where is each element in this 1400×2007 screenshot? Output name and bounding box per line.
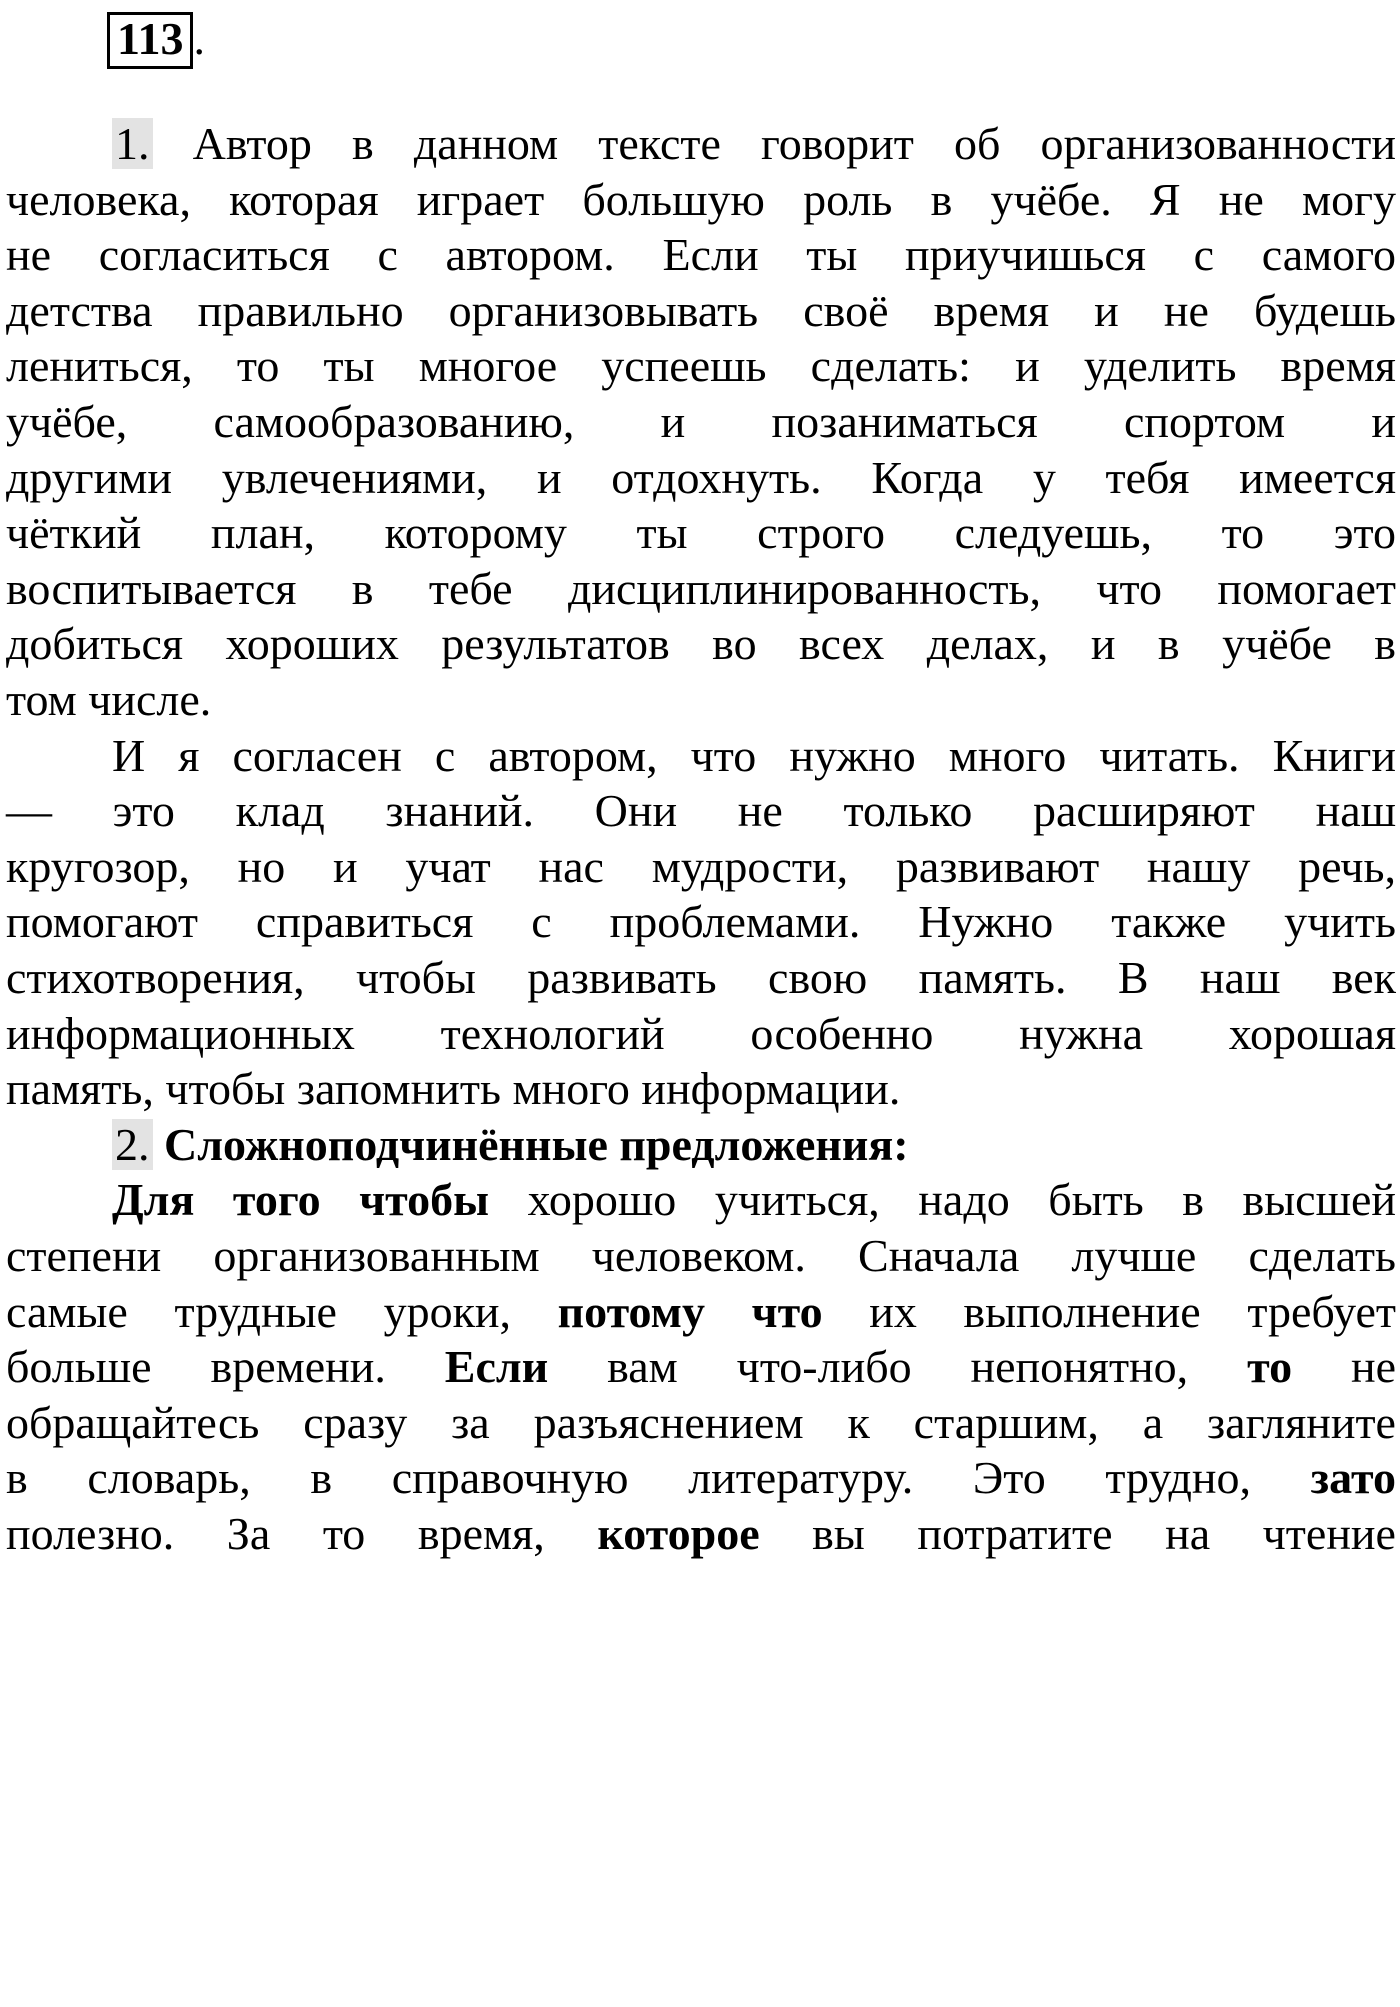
text-line xyxy=(6,394,1396,450)
text-line xyxy=(6,505,1396,561)
text-segment xyxy=(153,1119,165,1170)
text-segment: полезно. За то время, xyxy=(6,1508,598,1559)
text-line-content xyxy=(6,450,1396,506)
text-line-content xyxy=(6,394,1396,450)
text-segment: кругозор, но и учат нас мудрости, развивают нашу речь, xyxy=(6,841,1396,892)
text-line xyxy=(6,172,1396,228)
text-line xyxy=(6,116,1396,172)
text-segment: человека, которая играет большую роль в учёбе. Я не могу xyxy=(6,174,1396,225)
text-line-content xyxy=(6,1284,1396,1340)
text-segment: вы потратите на чтение xyxy=(759,1508,1396,1559)
text-line-content xyxy=(6,1228,1396,1284)
exercise-number-box: 113 xyxy=(107,12,193,69)
text-line-content xyxy=(6,116,1396,172)
bold-conjunction: то xyxy=(1247,1341,1293,1392)
text-line-content xyxy=(6,672,1396,728)
text-line-content xyxy=(6,1172,1396,1228)
text-line-content xyxy=(6,1395,1396,1451)
text-segment: информационных технологий особенно нужна хорошая xyxy=(6,1008,1396,1059)
text-segment: добиться хороших результатов во всех делах, и в учёбе в xyxy=(6,618,1397,669)
text-segment: учёбе, самообразованию, и позаниматься спортом и xyxy=(6,396,1396,447)
exercise-number-dot: . xyxy=(193,13,205,64)
text-line xyxy=(6,227,1396,283)
text-segment: не согласиться с автором. Если ты приучишься с самого xyxy=(6,229,1396,280)
text-segment: другими увлечениями, и отдохнуть. Когда у тебя имеется xyxy=(6,452,1396,503)
text-line-content xyxy=(6,283,1396,339)
text-segment: стихотворения, чтобы развивать свою память. В наш век xyxy=(6,952,1396,1003)
text-line xyxy=(6,1506,1396,1562)
text-line xyxy=(6,1228,1396,1284)
item-number-marker: 2. xyxy=(112,1119,153,1170)
item-number-marker: 1. xyxy=(112,118,153,169)
text-segment: обращайтесь сразу за разъяснением к старшим, а загляните xyxy=(6,1397,1396,1448)
text-line xyxy=(6,1006,1396,1062)
text-line-content xyxy=(6,505,1396,561)
text-line-content xyxy=(6,1506,1396,1562)
text-segment: И я согласен с автором, что нужно много читать. Книги xyxy=(112,730,1397,781)
text-segment: детства правильно организовывать своё время и не будешь xyxy=(6,285,1396,336)
bold-conjunction: Если xyxy=(444,1341,549,1392)
text-line-content xyxy=(6,839,1396,895)
text-line-content xyxy=(6,1339,1396,1395)
bold-conjunction: зато xyxy=(1310,1452,1396,1503)
text-segment: не xyxy=(1292,1341,1397,1392)
text-line xyxy=(6,728,1396,784)
text-line xyxy=(6,1117,1396,1173)
text-segment: память, чтобы запомнить много информации. xyxy=(6,1063,901,1114)
text-line xyxy=(6,1061,1396,1117)
text-line-content xyxy=(6,728,1396,784)
text-line-content xyxy=(6,1006,1396,1062)
text-line xyxy=(6,561,1396,617)
text-line xyxy=(6,1450,1396,1506)
text-segment: самые трудные уроки, xyxy=(6,1286,558,1337)
text-segment: помогают справиться с проблемами. Нужно также учить xyxy=(6,896,1396,947)
text-line xyxy=(6,1172,1396,1228)
text-segment: Автор в данном тексте говорит об организованности xyxy=(152,118,1397,169)
text-line xyxy=(6,950,1396,1006)
text-line-content xyxy=(6,561,1396,617)
text-line-content xyxy=(6,338,1396,394)
text-line-content xyxy=(6,1061,1396,1117)
text-segment: воспитывается в тебе дисциплинированность, что помогает xyxy=(6,563,1396,614)
text-line xyxy=(6,783,1396,839)
text-line xyxy=(6,1395,1396,1451)
bold-conjunction: Для того чтобы xyxy=(112,1174,490,1225)
text-line xyxy=(6,839,1396,895)
exercise-number xyxy=(107,12,205,69)
text-line xyxy=(6,894,1396,950)
text-segment: в словарь, в справочную литературу. Это трудно, xyxy=(6,1452,1311,1503)
text-line-content xyxy=(6,1450,1396,1506)
text-line xyxy=(6,1339,1396,1395)
text-line-content xyxy=(6,783,1396,839)
text-segment: вам что-либо непонятно, xyxy=(548,1341,1248,1392)
text-segment: лениться, то ты многое успеешь сделать: и уделить время xyxy=(6,340,1396,391)
text-line xyxy=(6,1284,1396,1340)
text-line xyxy=(6,338,1396,394)
bold-conjunction: Сложноподчинённые предложения: xyxy=(164,1119,909,1170)
text-line xyxy=(6,450,1396,506)
text-segment: — это клад знаний. Они не только расширяют наш xyxy=(6,785,1397,836)
text-segment: степени организованным человеком. Сначала лучше сделать xyxy=(6,1230,1397,1281)
text-line xyxy=(6,283,1396,339)
text-line-content xyxy=(6,950,1396,1006)
text-line xyxy=(6,616,1396,672)
text-line-content xyxy=(6,1117,1396,1173)
text-segment: чёткий план, которому ты строго следуешь, то это xyxy=(6,507,1397,558)
text-segment: их выполнение требует xyxy=(822,1286,1396,1337)
text-segment: хорошо учиться, надо быть в высшей xyxy=(489,1174,1397,1225)
text-line-content xyxy=(6,616,1396,672)
bold-conjunction: потому что xyxy=(557,1286,823,1337)
text-line-content xyxy=(6,894,1396,950)
text-segment: том числе. xyxy=(6,674,212,725)
text-segment: больше времени. xyxy=(6,1341,445,1392)
text-line-content xyxy=(6,172,1396,228)
bold-conjunction: которое xyxy=(597,1508,760,1559)
text-line xyxy=(6,672,1396,728)
text-line-content xyxy=(6,227,1396,283)
